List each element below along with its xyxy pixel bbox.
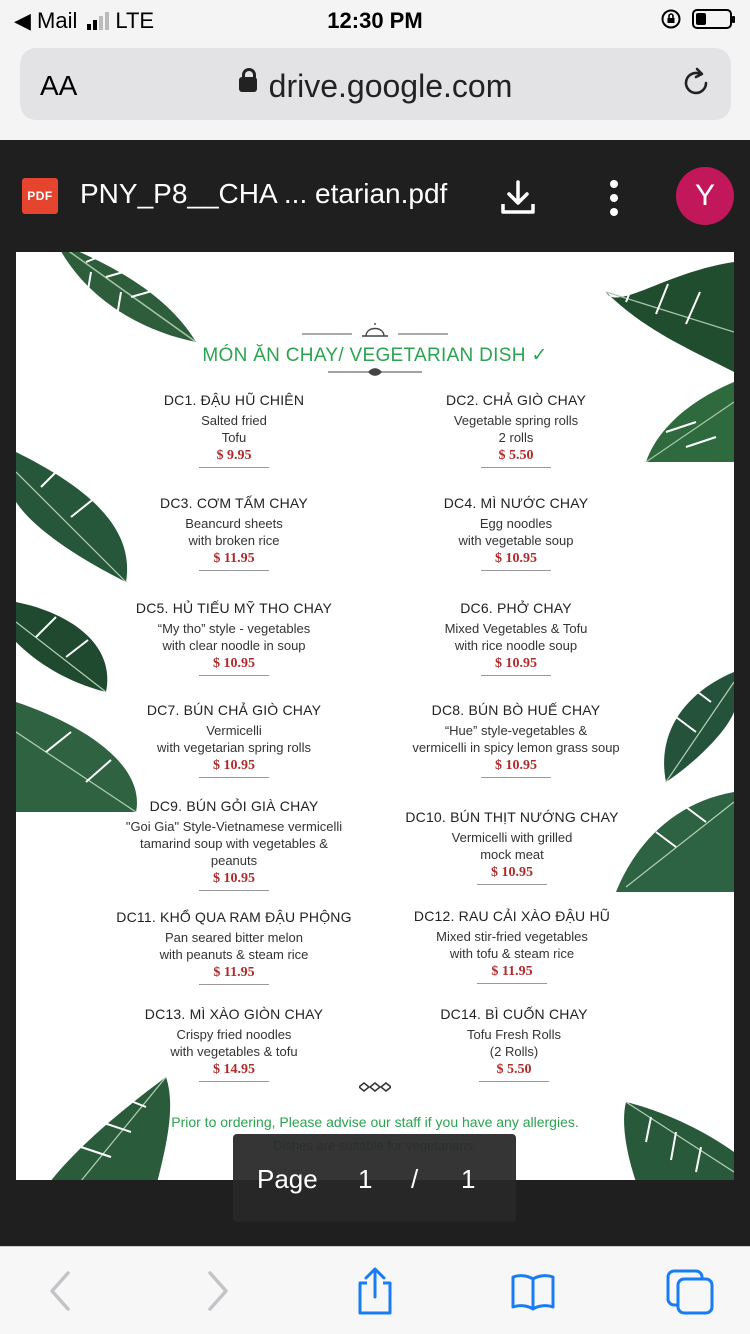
safari-bottom-toolbar	[0, 1246, 750, 1334]
dish-price: $ 9.95	[216, 448, 252, 463]
dish-price: $ 5.50	[498, 448, 534, 463]
url-text: drive.google.com	[268, 68, 513, 104]
dish-description: "Goi Gia" Style-Vietnamese vermicelli tamarind soup with vegetables & peanuts	[125, 819, 343, 868]
dish-description: Salted fried Tofu	[201, 413, 267, 445]
dish-price: $ 10.95	[213, 871, 255, 886]
dish-code: DC10. BÚN THỊT NƯỚNG CHAY	[405, 809, 619, 825]
dish-code: DC6. PHỞ CHAY	[460, 600, 572, 616]
price-underline	[199, 984, 269, 985]
price-underline	[199, 467, 269, 468]
pdf-file-icon: PDF	[22, 178, 58, 214]
dish-code: DC4. MÌ NƯỚC CHAY	[443, 495, 589, 511]
title-underline-ornament	[328, 366, 422, 378]
dish-code: DC8. BÚN BÒ HUẾ CHAY	[431, 702, 601, 718]
rotation-lock-icon	[660, 8, 682, 30]
url-display[interactable]	[20, 68, 731, 105]
palm-leaf-top-left	[46, 252, 206, 352]
user-avatar[interactable]: Y	[676, 167, 734, 225]
dish-description: Mixed Vegetables & Tofu with rice noodle soup	[444, 621, 588, 653]
page-total: 1	[461, 1164, 476, 1194]
forward-arrow-icon[interactable]	[192, 1267, 240, 1315]
dish-description: “My tho” style - vegetables with clear noodle in soup	[157, 621, 311, 653]
share-icon[interactable]	[351, 1267, 399, 1315]
menu-item	[104, 798, 364, 891]
dish-description: Crispy fried noodles with vegetables & tofu	[170, 1027, 298, 1059]
lock-icon	[239, 77, 257, 92]
menu-item	[104, 909, 364, 985]
dish-code: DC9. BÚN GỎI GIÀ CHAY	[149, 798, 319, 814]
menu-title	[16, 344, 734, 367]
dish-price: $ 10.95	[495, 656, 537, 671]
page-indicator	[233, 1134, 516, 1222]
address-bar[interactable]	[20, 48, 731, 120]
file-name: PNY_P8__CHA ... etarian.pdf	[80, 178, 448, 209]
menu-item	[386, 600, 646, 676]
dish-code: DC11. KHỔ QUA RAM ĐẬU PHỘNG	[116, 909, 352, 925]
palm-leaf-bottom-right	[616, 1092, 734, 1180]
menu-item	[386, 702, 646, 778]
dish-code: DC7. BÚN CHẢ GIÒ CHAY	[146, 702, 322, 718]
status-time: 12:30 PM	[327, 8, 423, 33]
dish-description: Pan seared bitter melon with peanuts & steam rice	[159, 930, 309, 962]
price-underline	[481, 777, 551, 778]
allergy-note: Prior to ordering, Please advise our staff if you have any allergies.	[171, 1114, 579, 1130]
menu-item	[104, 1006, 364, 1082]
menu-item	[104, 495, 364, 571]
dish-code: DC1. ĐẬU HŨ CHIÊN	[163, 392, 305, 408]
dish-description: Mixed stir-fried vegetables with tofu & steam rice	[436, 929, 588, 961]
price-underline	[477, 983, 547, 984]
dish-code: DC14. BÌ CUỐN CHAY	[440, 1006, 588, 1022]
price-underline	[481, 467, 551, 468]
dish-description: Vegetable spring rolls 2 rolls	[453, 413, 579, 445]
price-underline	[199, 570, 269, 571]
price-underline	[477, 884, 547, 885]
price-underline	[199, 777, 269, 778]
menu-item	[104, 702, 364, 778]
more-options-icon[interactable]	[608, 180, 620, 216]
dish-description: “Hue” style-vegetables & vermicelli in spicy lemon grass soup	[412, 723, 620, 755]
status-right	[660, 8, 732, 30]
dish-description: Vermicelli with vegetarian spring rolls	[157, 723, 311, 755]
dish-price: $ 5.50	[496, 1062, 532, 1077]
browser-toolbar	[0, 40, 750, 140]
menu-item	[384, 1006, 644, 1082]
dish-price: $ 14.95	[213, 1062, 255, 1077]
price-underline	[199, 890, 269, 891]
back-arrow-icon[interactable]	[38, 1267, 86, 1315]
back-to-mail[interactable]: ◀ Mail	[14, 8, 78, 33]
dish-code: DC2. CHẢ GIÒ CHAY	[445, 392, 587, 408]
bookmarks-icon[interactable]	[509, 1267, 557, 1315]
page-separator: /	[411, 1164, 419, 1194]
dish-code: DC5. HỦ TIẾU MỸ THO CHAY	[135, 600, 333, 616]
menu-item	[104, 600, 364, 676]
dish-description: Vermicelli with grilled mock meat	[451, 830, 573, 862]
dish-price: $ 11.95	[213, 551, 255, 566]
price-underline	[481, 675, 551, 676]
download-icon[interactable]	[498, 178, 538, 218]
price-underline	[199, 675, 269, 676]
reload-icon[interactable]	[679, 66, 713, 100]
dish-price: $ 10.95	[213, 758, 255, 773]
pdf-page	[16, 252, 734, 1180]
dish-price: $ 10.95	[495, 758, 537, 773]
status-bar	[0, 0, 750, 40]
page-label: Page	[257, 1164, 318, 1194]
dish-code: DC3. CƠM TẤM CHAY	[160, 495, 308, 511]
dish-description: Tofu Fresh Rolls (2 Rolls)	[467, 1027, 561, 1059]
pdf-viewer-header	[0, 140, 750, 252]
dish-price: $ 10.95	[495, 551, 537, 566]
dish-description: Beancurd sheets with broken rice	[185, 516, 283, 548]
menu-item	[386, 392, 646, 468]
price-underline	[479, 1081, 549, 1082]
battery-icon	[692, 9, 732, 29]
menu-item	[104, 392, 364, 468]
network-type: LTE	[115, 8, 155, 33]
menu-item	[386, 495, 646, 571]
diamond-ornament	[359, 1082, 391, 1092]
cloche-ornament	[302, 320, 448, 340]
dish-price: $ 10.95	[491, 865, 533, 880]
menu-item	[382, 809, 642, 885]
dish-price: $ 10.95	[213, 656, 255, 671]
leaf-icon: ✓	[531, 345, 548, 366]
tabs-icon[interactable]	[666, 1267, 714, 1315]
dish-code: DC13. MÌ XÀO GIÒN CHAY	[144, 1006, 324, 1022]
reader-aa-button[interactable]: AA	[40, 70, 78, 101]
dish-description: Egg noodles with vegetable soup	[458, 516, 574, 548]
menu-item	[382, 908, 642, 984]
menu-title-text: MÓN ĂN CHAY/ VEGETARIAN DISH	[202, 345, 526, 366]
price-underline	[199, 1081, 269, 1082]
dish-code: DC12. RAU CẢI XÀO ĐẬU HŨ	[413, 908, 611, 924]
price-underline	[481, 570, 551, 571]
page-current: 1	[358, 1164, 373, 1194]
dish-price: $ 11.95	[213, 965, 255, 980]
dish-price: $ 11.95	[491, 964, 533, 979]
